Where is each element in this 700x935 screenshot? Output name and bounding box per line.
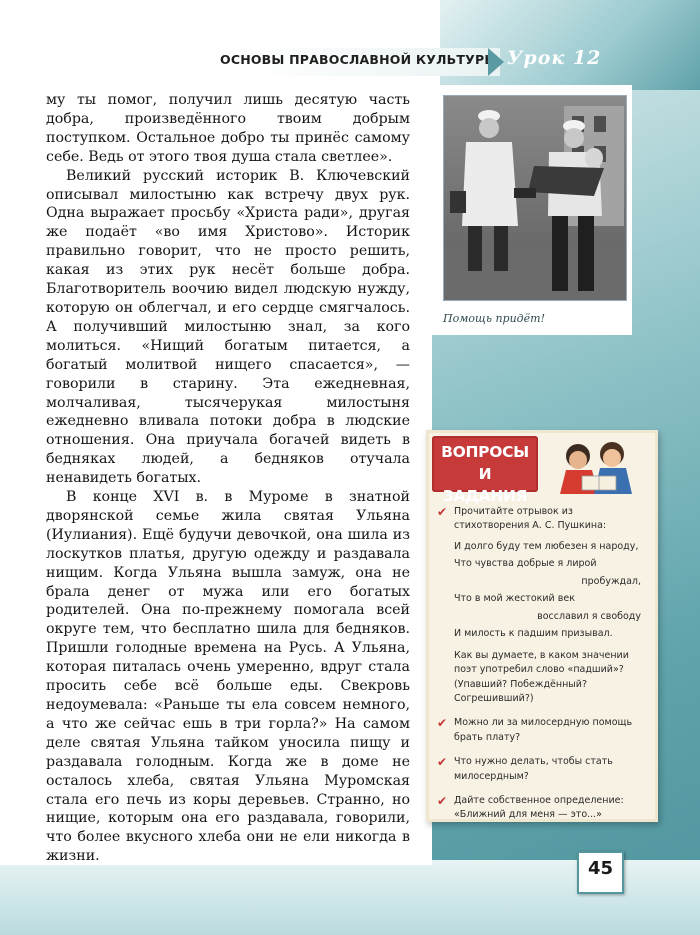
- checkmark-icon: ✔: [437, 505, 448, 519]
- question-3-text: Что нужно делать, чтобы стать милосердным?: [454, 756, 613, 782]
- reading-children-illustration: [546, 436, 646, 494]
- section-title: ОСНОВЫ ПРАВОСЛАВНОЙ КУЛЬТУРЫ: [220, 52, 498, 67]
- question-3: [437, 755, 651, 784]
- question-4-text: Дайте собственное определение: «Ближний для меня — это...»: [454, 795, 624, 821]
- questions-heading: [434, 441, 536, 507]
- photo-doctors: [443, 95, 627, 301]
- question-2-text: Можно ли за милосердную помощь брать плату?: [454, 717, 633, 743]
- poem-line: Что чувства добрые я лирой: [454, 558, 597, 570]
- poem-excerpt: [437, 538, 651, 643]
- question-1: [437, 505, 651, 534]
- paragraph-1: му ты помог, получил лишь десятую часть добра, произведённого твоим добрым поступком. Остальное добро ты принёс самому себе. Ведь от этого твоя душа стала светлее».: [46, 92, 410, 165]
- questions-heading-line1: ВОПРОСЫ: [441, 443, 529, 461]
- poem-line: И милость к падшим призывал.: [454, 628, 613, 640]
- header-arrow-icon: [488, 48, 504, 76]
- poem-line: восславил я свободу: [537, 610, 641, 622]
- lesson-label: Урок 12: [507, 47, 602, 69]
- question-1-text: Прочитайте отрывок из стихотворения А. С. Пушкина:: [454, 506, 607, 532]
- paragraph-2: Великий русский историк В. Ключевский описывал милостыню как встречу двух рук. Одна выражает просьбу «Христа ради», другая же подаёт «во имя Христово». Историк правильно говорит, что не просто решить, какая из этих рук несёт больше добра. Благотворитель воочию видел людскую нужду, которую он облегчал, и его сердце смягчалось. А получивший милостыню знал, за кого молиться. «Нищий богатым питается, а богатый молитвой нищего спасается», — говорили в старину. Эта ежедневная, молчаливая, тысячерукая милостыня ежедневно вливала потоки добра в людские отношения. Она приучала богачей видеть в бедняках людей, а бедняков отучала ненавидеть богатых.: [46, 167, 410, 487]
- paragraph-3: В конце XVI в. в Муроме в знатной дворянской семье жила святая Ульяна (Иулиания). Ещё будучи девочкой, она шила из лоскутков платья, другую одежду и раздавала нищим. Когда Ульяна вышла замуж, она не брала денег от мужа или его богатых родителей. Она по-прежнему помогала всей округе тем, что бесплатно шила для бедняков. Пришли голодные времена на Русь. А Ульяна, которая питалась очень умеренно, вдруг стала просить себе всё больше еды. Свекровь недоумевала: «Раньше ты ела совсем немного, а что же сейчас ешь в три горла?» На самом деле святая Ульяна тайком уносила пищу и раздавала голодным. Когда же в доме не осталось хлеба, святая Ульяна Муромская стала его печь из коры деревьев. Странно, но нищие, которым она его раздавала, говорили, что более вкусного хлеба они не ели никогда в жизни.: [46, 489, 410, 865]
- checkmark-icon: ✔: [437, 755, 448, 770]
- question-1-followup: Как вы думаете, в каком значении поэт употребил слово «падший»? (Упавший? Побеждённый? Согрешивший?): [454, 649, 629, 705]
- checkmark-icon: ✔: [437, 794, 448, 809]
- poem-line: И долго буду тем любезен я народу,: [454, 540, 639, 552]
- questions-heading-line2: И ЗАДАНИЯ: [442, 465, 528, 505]
- question-2: [437, 716, 651, 745]
- page-number: 45: [587, 858, 614, 879]
- question-4: [437, 794, 651, 823]
- checkmark-icon: ✔: [437, 716, 448, 731]
- questions-list: [437, 505, 651, 823]
- main-text: [46, 91, 410, 866]
- poem-line: пробуждал,: [581, 575, 641, 587]
- poem-line: Что в мой жестокий век: [454, 593, 575, 605]
- photo-caption: Помощь придёт!: [443, 312, 545, 325]
